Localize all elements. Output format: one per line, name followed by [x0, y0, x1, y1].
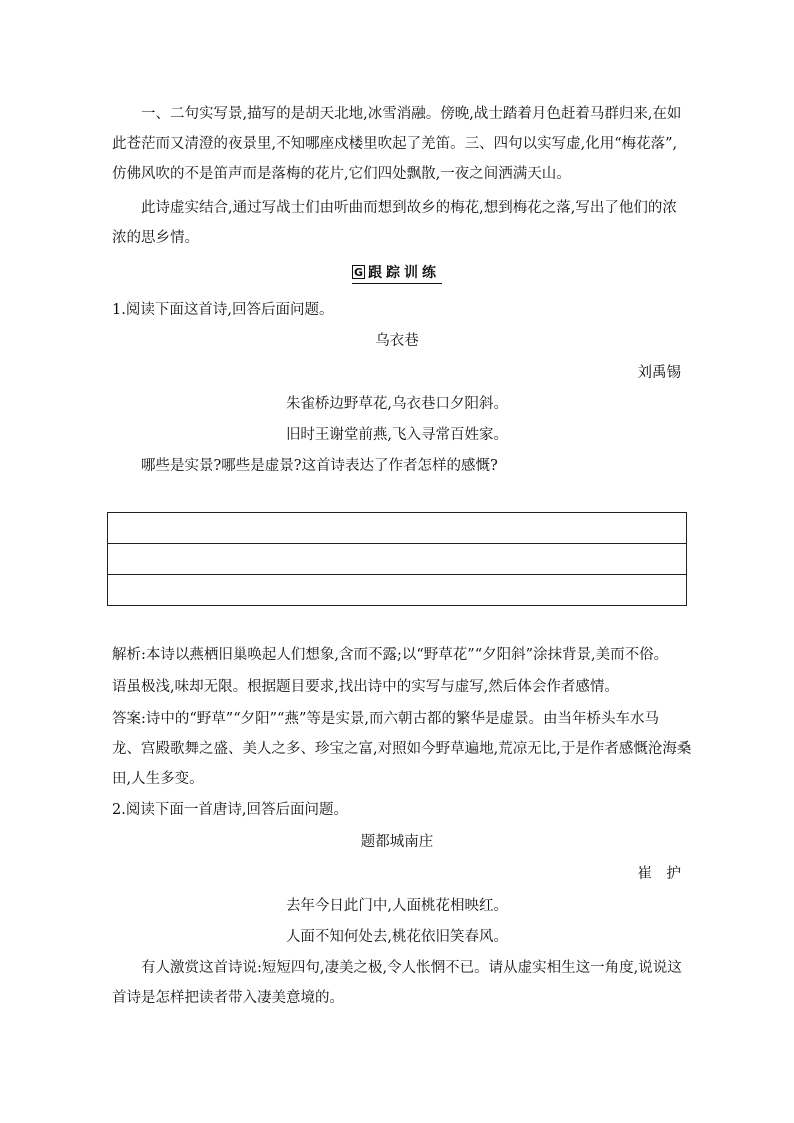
q2-question-line-1: 有人激赏这首诗说:短短四句,凄美之极,令人怅惘不已。请从虚实相生这一角度,说说这 [141, 960, 682, 976]
g-letter-icon: G [353, 265, 364, 279]
q2-poem-title: 题都城南庄 [360, 834, 434, 850]
answer-box[interactable] [107, 512, 687, 606]
answer-line-3[interactable] [108, 575, 686, 606]
intro-p2-line-2: 浓的思乡情。 [112, 230, 199, 246]
intro-p1-line-3: 仿佛风吹的不是笛声而是落梅的花片,它们四处飘散,一夜之间洒满天山。 [112, 166, 571, 182]
q1-verse-2: 旧时王谢堂前燕,飞入寻常百姓家。 [285, 427, 509, 443]
answer-line-2[interactable] [108, 544, 686, 575]
q1-poem-title: 乌衣巷 [375, 333, 419, 349]
intro-p1-line-2: 此苍茫而又清澄的夜景里,不知哪座戍楼里吹起了羌笛。三、四句以实写虚,化用“梅花落”, [112, 136, 678, 152]
intro-p1-line-1: 一、二句实写景,描写的是胡天北地,冰雪消融。傍晚,战士踏着月色赶着马群归来,在如 [141, 106, 682, 122]
q2-verse-1: 去年今日此门中,人面桃花相映红。 [285, 898, 509, 914]
q1-answer-line-1: 答案:诗中的“野草”“夕阳”“燕”等是实景,而六朝古都的繁华是虚景。由当年桥头车水马 [112, 711, 659, 727]
q1-question: 哪些是实景?哪些是虚景?这首诗表达了作者怎样的感慨? [141, 458, 498, 474]
q2-verse-2: 人面不知何处去,桃花依旧笑春风。 [285, 929, 509, 945]
q1-prompt: 1.阅读下面这首诗,回答后面问题。 [112, 302, 334, 318]
q1-verse-1: 朱雀桥边野草花,乌衣巷口夕阳斜。 [285, 396, 509, 412]
section-title-text: 跟踪训练 [368, 265, 440, 281]
q1-analysis-line-1: 解析:本诗以燕栖旧巢唤起人们想象,含而不露;以“野草花”“夕阳斜”涂抹背景,美而不俗。 [112, 647, 669, 663]
q2-prompt: 2.阅读下面一首唐诗,回答后面问题。 [112, 802, 348, 818]
answer-line-1[interactable] [108, 513, 686, 544]
intro-p2-line-1: 此诗虚实结合,通过写战士们由听曲而想到故乡的梅花,想到梅花之落,写出了他们的浓 [141, 200, 677, 216]
q1-answer-line-3: 田,人生多变。 [112, 771, 204, 787]
q2-author: 崔 护 [637, 866, 681, 882]
q2-question-line-2: 首诗是怎样把读者带入凄美意境的。 [112, 990, 344, 1006]
q1-author: 刘禹锡 [637, 365, 681, 381]
q1-analysis-line-2: 语虽极浅,味却无限。根据题目要求,找出诗中的实写与虚写,然后体会作者感情。 [112, 679, 619, 695]
section-heading [0, 262, 794, 284]
q1-answer-line-2: 龙、宫殿歌舞之盛、美人之多、珍宝之富,对照如今野草遍地,荒凉无比,于是作者感慨沧海桑 [112, 741, 692, 757]
